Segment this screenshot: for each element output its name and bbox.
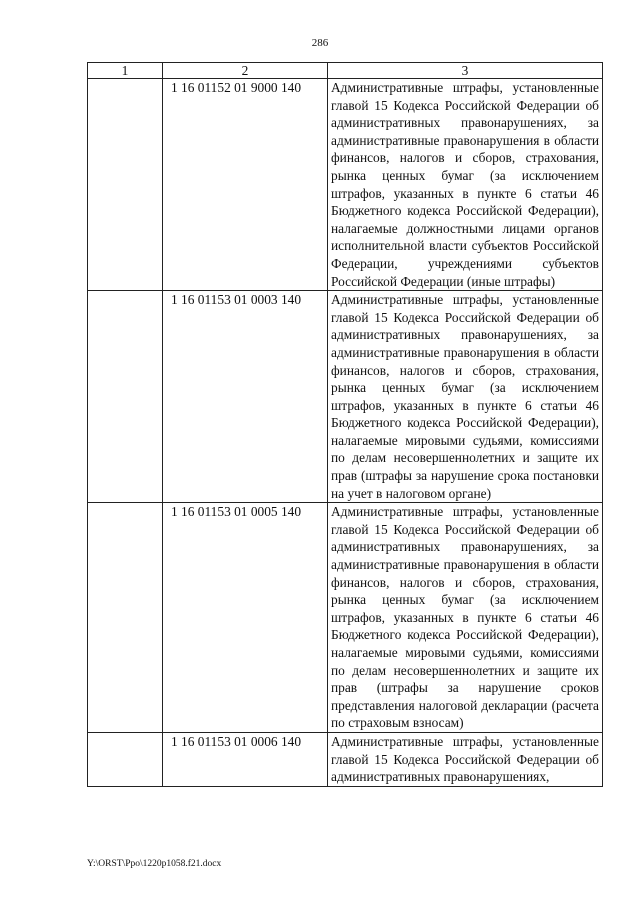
- footer-file-path: Y:\ORST\Ppo\1220p1058.f21.docx: [87, 859, 222, 869]
- table-row: [88, 79, 603, 291]
- column-header-2: 2: [163, 63, 328, 79]
- row-description-cell: Административные штрафы, установленные главой 15 Кодекса Российской Федерации об административных правонарушениях,: [328, 732, 603, 786]
- row-col1-cell: [88, 732, 163, 786]
- row-code-cell: 1 16 01153 01 0003 140: [163, 291, 328, 503]
- row-description-cell: Административные штрафы, установленные главой 15 Кодекса Российской Федерации об административных правонарушениях, за административные правонарушения в области финансов, налогов и сборов, страхования, рынка ценных бумаг (за исключением штрафов, указанных в пункте 6 статьи 46 Бюджетного кодекса Российской Федерации), налагаемые должностными лицами органов исполнительной власти субъектов Российской Федерации, учреждениями субъектов Российской Федерации (иные штрафы): [328, 79, 603, 291]
- document-table: [87, 62, 603, 787]
- row-code-cell: 1 16 01153 01 0005 140: [163, 503, 328, 733]
- row-code-cell: 1 16 01152 01 9000 140: [163, 79, 328, 291]
- row-col1-cell: [88, 79, 163, 291]
- table-row: [88, 732, 603, 786]
- page-number: 286: [311, 37, 329, 49]
- table-row: [88, 291, 603, 503]
- row-col1-cell: [88, 503, 163, 733]
- row-description-cell: Административные штрафы, установленные главой 15 Кодекса Российской Федерации об административных правонарушениях, за административные правонарушения в области финансов, налогов и сборов, страхования, рынка ценных бумаг (за исключением штрафов, указанных в пункте 6 статьи 46 Бюджетного кодекса Российской Федерации), налагаемые мировыми судьями, комиссиями по делам несовершеннолетних и защите их прав (штрафы за нарушение срока постановки на учет в налоговом органе): [328, 291, 603, 503]
- row-description-cell: Административные штрафы, установленные главой 15 Кодекса Российской Федерации об административных правонарушениях, за административные правонарушения в области финансов, налогов и сборов, страхования, рынка ценных бумаг (за исключением штрафов, указанных в пункте 6 статьи 46 Бюджетного кодекса Российской Федерации), налагаемые мировыми судьями, комиссиями по делам несовершеннолетних и защите их прав (штрафы за нарушение сроков представления налоговой декларации (расчета по страховым взносам): [328, 503, 603, 733]
- table-header-row: [88, 63, 603, 79]
- row-code-cell: 1 16 01153 01 0006 140: [163, 732, 328, 786]
- column-header-1: 1: [88, 63, 163, 79]
- row-col1-cell: [88, 291, 163, 503]
- column-header-3: 3: [328, 63, 603, 79]
- table-row: [88, 503, 603, 733]
